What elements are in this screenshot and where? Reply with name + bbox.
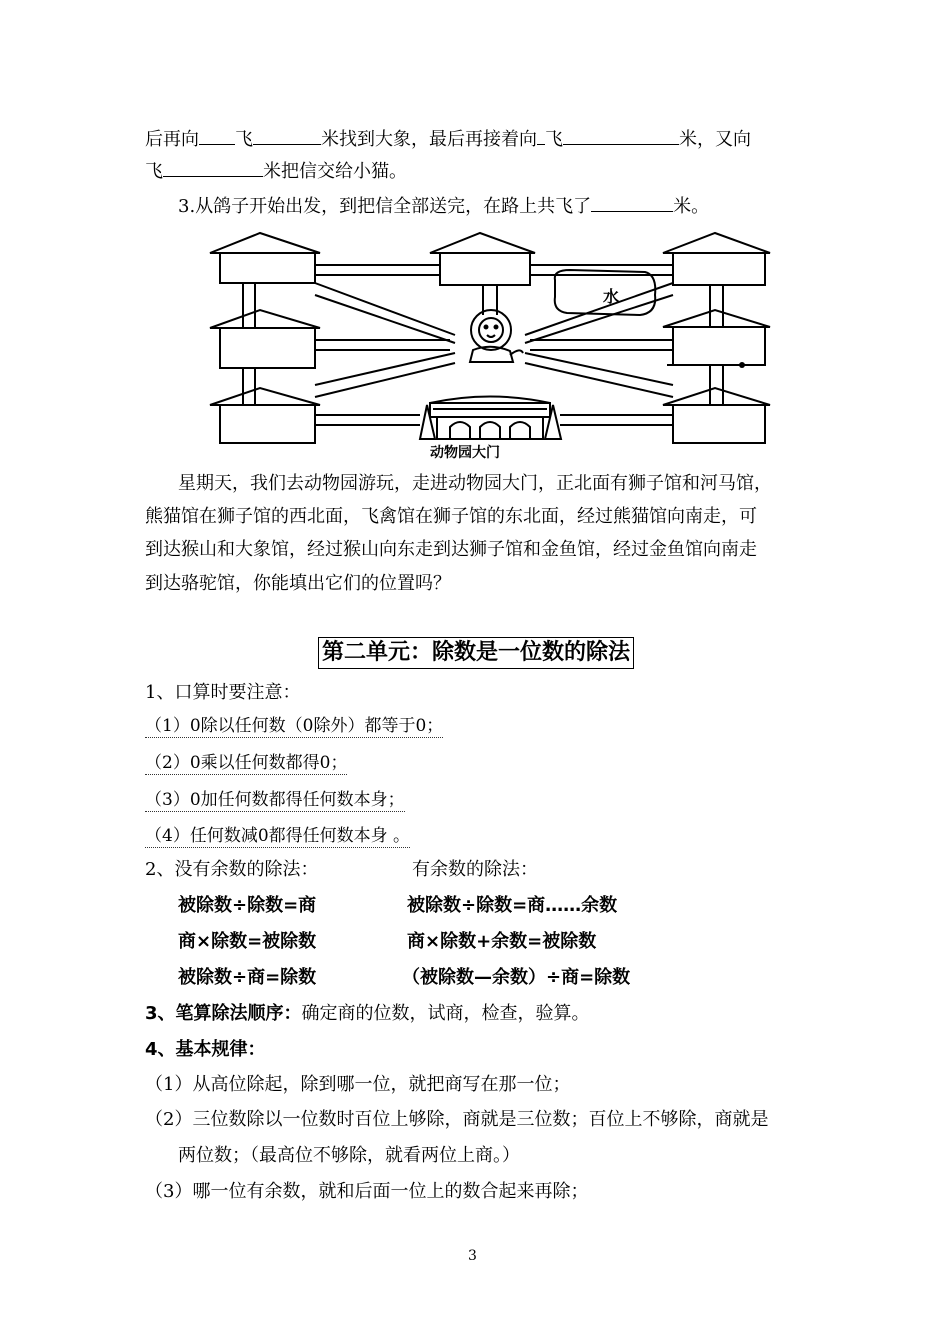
text: 后再向 (145, 129, 199, 150)
rule-item (145, 788, 405, 812)
house-right-mid (663, 310, 770, 365)
house-left-bottom (210, 388, 320, 443)
text: 米找到大象，最后再接着向 (321, 129, 537, 150)
paragraph-line: 到达猴山和大象馆，经过猴山向东走到达狮子馆和金鱼馆，经过金鱼馆向南走 (145, 539, 757, 560)
rule-text: （4）任何数减0都得任何数本身 。 (145, 826, 411, 846)
question-3 (178, 193, 709, 219)
house-right-bottom (663, 388, 770, 443)
house-left-mid (210, 310, 320, 368)
paragraph-line: 熊猫馆在狮子馆的西北面，飞禽馆在狮子馆的东北面，经过熊猫馆向南走，可 (145, 506, 757, 527)
paragraph-line: 星期天，我们去动物园游玩，走进动物园大门，正北面有狮子馆和河马馆， (178, 473, 772, 494)
rule-text: （1）0除以任何数（0除外）都等于0； (145, 716, 444, 736)
page-number: 3 (468, 1248, 477, 1264)
formula-left: 商×除数=被除数 (178, 931, 317, 952)
rule-item (145, 824, 410, 848)
text: 米，又向 (679, 129, 751, 150)
question-line-1 (145, 126, 751, 152)
rule-item: （3）哪一位有余数，就和后面一位上的数合起来再除； (145, 1181, 589, 1202)
formula-left: 被除数÷商=除数 (178, 967, 317, 988)
answer-blank[interactable] (591, 193, 673, 212)
house-left-top (210, 233, 320, 283)
section4-heading: 4、基本规律： (145, 1039, 266, 1060)
text: 米。 (673, 196, 710, 217)
zoo-gate (420, 397, 561, 440)
text: 飞 (545, 129, 563, 150)
rule-item: （2）三位数除以一位数时百位上够除，商就是三位数；百位上不够除，商就是 (145, 1109, 769, 1130)
answer-blank[interactable] (253, 126, 321, 145)
rule-text: （2）0乘以任何数都得0； (145, 753, 348, 773)
house-right-top (663, 233, 770, 285)
unit-title: 第二单元：除数是一位数的除法 (318, 637, 634, 669)
section3-label: 3、笔算除法顺序： (145, 1003, 302, 1024)
text: 飞 (235, 129, 253, 150)
formula-right: （被除数—余数）÷商=除数 (402, 967, 631, 988)
answer-blank[interactable] (537, 126, 545, 145)
zoo-map-figure (205, 225, 775, 465)
rule-text: （3）0加任何数都得任何数本身； (145, 790, 405, 810)
water-label: 水 (603, 287, 620, 306)
formula-right: 商×除数+余数=被除数 (407, 931, 597, 952)
section3 (145, 1002, 590, 1026)
rule-item-continued: 两位数；（最高位不够除，就看两位上商。） (178, 1145, 520, 1166)
question-line-2 (145, 158, 407, 184)
answer-blank[interactable] (563, 126, 679, 145)
house-center-top (430, 233, 535, 285)
rule-item: （1）从高位除起，除到哪一位，就把商写在那一位； (145, 1074, 571, 1095)
paragraph-line: 到达骆驼馆，你能填出它们的位置吗？ (145, 573, 451, 594)
text: 3.从鸽子开始出发，到把信全部送完，在路上共飞了 (178, 196, 592, 217)
section2-heading-right: 有余数的除法： (412, 859, 538, 880)
formula-right: 被除数÷除数=商……余数 (407, 895, 618, 916)
text: 米把信交给小猫。 (263, 161, 407, 182)
rule-item (145, 714, 443, 738)
lion-icon (470, 310, 523, 362)
gate-label: 动物园大门 (430, 445, 500, 461)
answer-blank[interactable] (163, 158, 263, 177)
section1-heading: 1、口算时要注意： (145, 682, 301, 703)
answer-blank[interactable] (199, 126, 235, 145)
section2-heading-left: 2、没有余数的除法： (145, 859, 319, 880)
formula-left: 被除数÷除数=商 (178, 895, 317, 916)
text: 飞 (145, 161, 163, 182)
section3-text: 确定商的位数，试商，检查，验算。 (301, 1003, 590, 1024)
rule-item (145, 751, 347, 775)
